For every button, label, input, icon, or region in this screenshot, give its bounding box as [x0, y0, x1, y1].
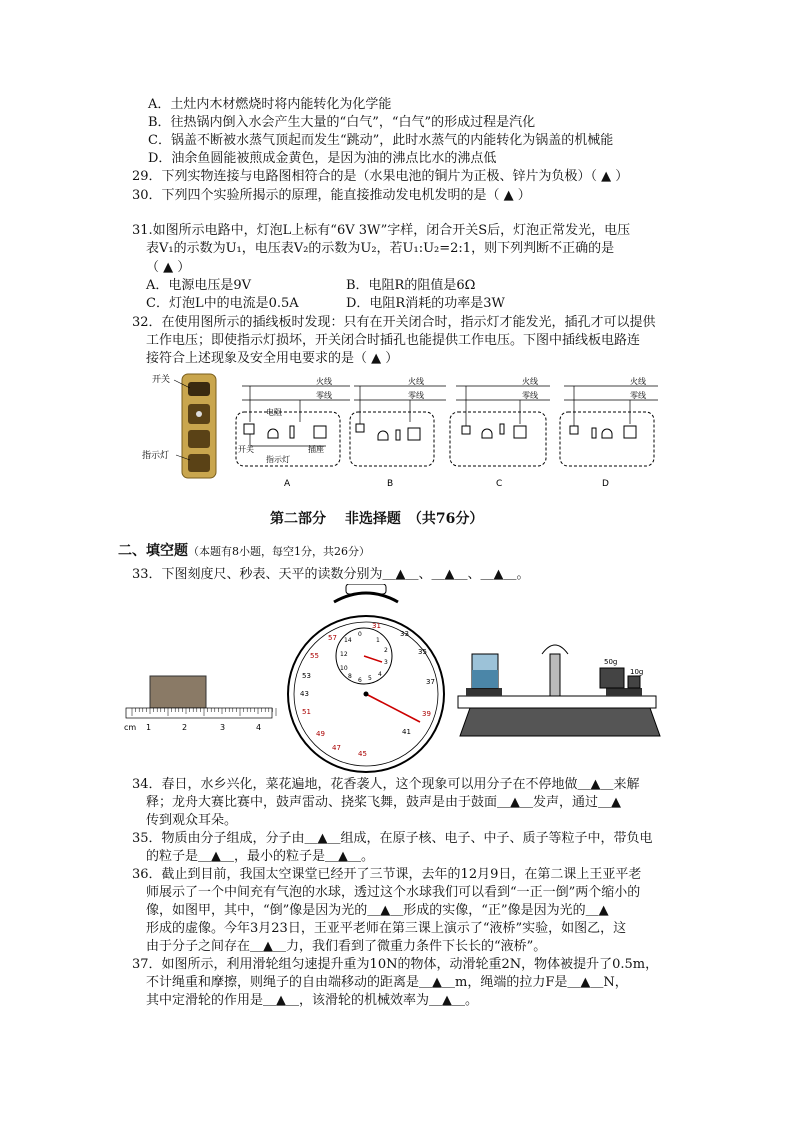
outer-dial-31: 31: [372, 622, 381, 630]
q31-option-b: B．电阻R的阻值是6Ω: [346, 278, 476, 293]
question-32-line2: 工作电压；即使指示灯损坏，开关闭合时插孔也能提供工作电压。下图中插线板电路连: [146, 333, 641, 348]
inner-dial-6: 6: [358, 677, 362, 684]
question-36-line4: 形成的虚像。今年3月23日，王亚平老师在第三课上演示了“液桥”实验，如图乙，这: [146, 921, 627, 936]
section-2-title: 二、填空题: [118, 543, 188, 559]
label-zero-a: 零线: [316, 391, 332, 400]
weight-10g: 10g: [630, 668, 644, 676]
circuit-a: [236, 386, 350, 466]
question-30: 30．下列四个实验所揭示的原理，能直接推动发电机发明的是（ ▲ ）: [132, 188, 531, 203]
q31-option-a: A．电源电压是9V: [146, 278, 252, 293]
ruler-tick-2: 2: [182, 723, 188, 732]
power-strip-image: [182, 374, 216, 478]
stopwatch: [288, 584, 444, 772]
ruler-tick-4: 4: [256, 723, 262, 732]
question-36-line2: 师展示了一个中间充有气泡的水球，透过这个水球我们可以看到“一正一倒”两个缩小的: [146, 885, 641, 900]
outer-dial-55: 55: [310, 652, 319, 660]
question-37-line2: 不计绳重和摩擦，则绳子的自由端移动的距离是＿▲＿m，绳端的拉力F是＿▲＿N，: [146, 975, 628, 990]
question-32-line1: 32．在使用图所示的插线板时发现：只有在开关闭合时，指示灯才能发光，插孔才可以提供: [132, 315, 656, 330]
question-37-line1: 37．如图所示，利用滑轮组匀速提升重为10N的物体，动滑轮重2N，物体被提升了0.5m，: [132, 957, 659, 972]
q28-option-d: D．油余鱼圆能被煎成金黄色，是因为油的沸点比水的沸点低: [148, 151, 497, 166]
question-37-line3: 其中定滑轮的作用是＿▲＿，该滑轮的机械效率为＿▲＿。: [146, 993, 478, 1008]
inner-dial-12: 12: [340, 651, 348, 658]
inner-dial-0: 0: [358, 631, 362, 638]
question-36-line1: 36．截止到目前，我国太空课堂已经开了三节课，去年的12月9日，在第二课上王亚平老: [132, 867, 642, 882]
label-zero-c: 零线: [522, 391, 538, 400]
outer-dial-53: 53: [302, 672, 311, 680]
outer-dial-49: 49: [316, 730, 325, 738]
label-resistor: 电阻: [266, 408, 282, 417]
outer-dial-43: 43: [300, 690, 309, 698]
inner-dial-1: 1: [376, 637, 380, 644]
label-c: C: [496, 479, 503, 489]
question-32-line3: 接符合上述现象及安全用电要求的是（ ▲ ）: [146, 351, 399, 366]
inner-dial-3: 3: [384, 659, 388, 666]
section-2-heading: [118, 540, 370, 560]
question-35-line2: 的粒子是＿▲＿，最小的粒子是＿▲＿。: [146, 849, 374, 864]
label-fire-d: 火线: [630, 377, 646, 386]
inner-dial-4: 4: [378, 671, 382, 678]
question-35-line1: 35．物质由分子组成，分子由＿▲＿组成，在原子核、电子、中子、质子等粒子中，带负电: [132, 831, 653, 846]
question-34-line2: 释；龙舟大赛比赛中，鼓声雷动、挠桨飞舞，鼓声是由于鼓面＿▲＿发声，通过＿▲: [146, 795, 621, 810]
label-socket: 插座: [308, 445, 324, 454]
ruler-tick-3: 3: [220, 723, 226, 732]
question-29: 29．下列实物连接与电路图相符合的是（水果电池的铜片为正极、锌片为负极）（ ▲ ）: [132, 169, 629, 184]
outer-dial-45: 45: [358, 750, 367, 758]
label-d: D: [602, 479, 609, 489]
q28-option-c: C．锅盖不断被水蒸气顶起而发生“跳动”，此时水蒸气的内能转化为锅盖的机械能: [148, 133, 614, 148]
label-fire-b: 火线: [408, 377, 424, 386]
balance-scale: [458, 645, 660, 736]
ruler: [126, 676, 276, 718]
q33-measurement-figure: [120, 584, 680, 774]
outer-dial-57: 57: [328, 634, 337, 642]
label-kaiguan: 开关: [238, 445, 254, 454]
label-fire-c: 火线: [522, 377, 538, 386]
inner-dial-14: 14: [344, 637, 352, 644]
outer-dial-39: 39: [422, 710, 431, 718]
q31-option-d: D．电阻R消耗的功率是3W: [346, 296, 505, 311]
inner-dial-10: 10: [340, 665, 348, 672]
part2-title: 第二部分 非选择题 （共76分）: [270, 511, 484, 527]
outer-dial-41: 41: [402, 728, 411, 736]
question-36-line3: 像，如图甲，其中，“倒”像是因为光的＿▲＿形成的实像，“正”像是因为光的＿▲: [146, 903, 609, 918]
question-36-line5: 由于分子之间存在＿▲＿力，我们看到了微重力条件下长长的“液桥”。: [146, 939, 547, 954]
question-34-line1: 34．春日，水乡兴化，菜花遍地，花香袭人，这个现象可以用分子在不停地做＿▲＿来解: [132, 777, 640, 792]
question-34-line3: 传到观众耳朵。: [146, 813, 238, 828]
outer-dial-35: 35: [418, 648, 427, 656]
question-31-line2: 表V₁的示数为U₁，电压表V₂的示数为U₂，若U₁:U₂=2:1，则下列判断不正确的是: [146, 241, 615, 256]
label-zero-d: 零线: [630, 391, 646, 400]
ruler-unit: cm: [124, 723, 137, 732]
section-2-subtitle: （本题有8小题，每空1分，共26分）: [188, 545, 370, 558]
question-31-line1: 31.如图所示电路中，灯泡L上标有“6V 3W”字样，闭合开关S后，灯泡正常发光，电压: [132, 223, 631, 238]
question-31-line3: （ ▲ ）: [146, 260, 191, 275]
label-fire-a: 火线: [316, 377, 332, 386]
inner-dial-5: 5: [368, 675, 372, 682]
inner-dial-2: 2: [384, 647, 388, 654]
outer-dial-37: 37: [426, 678, 435, 686]
q28-option-a: A．土灶内木材燃烧时将内能转化为化学能: [148, 97, 392, 112]
weight-50g: 50g: [604, 658, 618, 666]
label-zero-b: 零线: [408, 391, 424, 400]
label-a: A: [284, 479, 291, 489]
q31-option-c: C．灯泡L中的电流是0.5A: [146, 296, 299, 311]
circuit-b: [350, 386, 446, 466]
label-zhishideng: 指示灯: [266, 455, 290, 464]
q32-circuit-figure: [140, 368, 670, 494]
inner-dial-8: 8: [348, 673, 352, 680]
label-switch: 开关: [152, 375, 171, 385]
ruler-tick-1: 1: [146, 723, 152, 732]
outer-dial-47: 47: [332, 744, 341, 752]
question-33: 33．下图刻度尺、秒表、天平的读数分别为＿▲＿、＿▲＿、＿▲＿。: [132, 567, 530, 582]
label-indicator: 指示灯: [142, 451, 170, 461]
outer-dial-51: 51: [302, 708, 311, 716]
label-b: B: [387, 479, 394, 489]
outer-dial-33: 33: [400, 630, 409, 638]
q28-option-b: B．往热锅内倒入水会产生大量的“白气”，“白气”的形成过程是汽化: [148, 115, 536, 130]
